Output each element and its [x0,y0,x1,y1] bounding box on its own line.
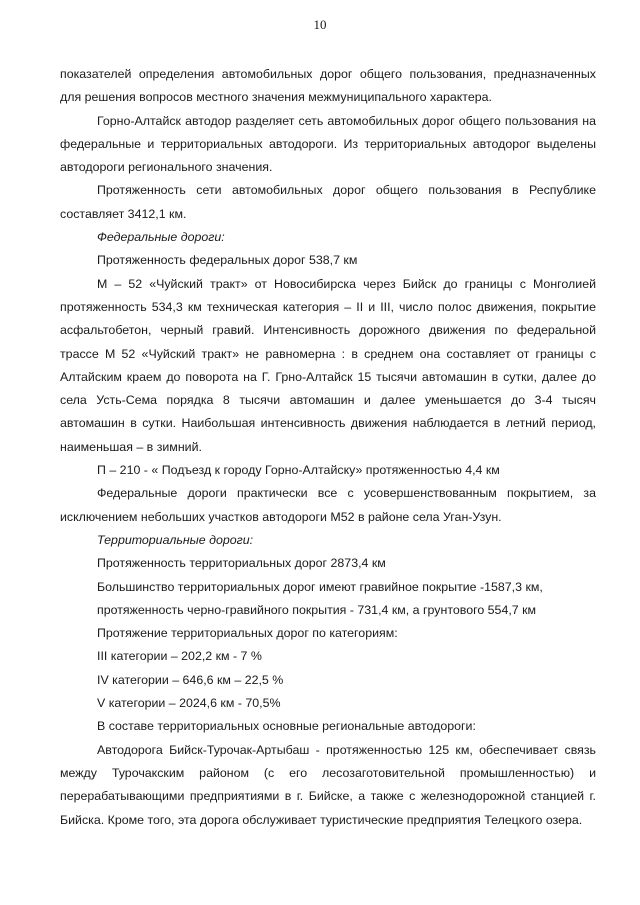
p210-line: П – 210 - « Подъезд к городу Горно-Алтайску» протяженностью 4,4 км [97,463,500,478]
category-iii-line: III категории – 202,2 км - 7 % [97,649,262,664]
regional-roads-heading-line: В составе территориальных основные региональные автодороги: [97,719,476,734]
categories-heading-line: Протяжение территориальных дорог по категориям: [97,626,398,641]
paragraph-intro-continuation: показателей определения автомобильных дорог общего пользования, предназначенных для решения вопросов местного значения межмуниципального характера. [60,67,596,105]
heading-territorial-roads: Территориальные дороги: [97,532,254,547]
paragraph-total-length: Протяженность сети автомобильных дорог общего пользования в Республике составляет 3412,1 км. [60,183,596,221]
heading-federal-roads: Федеральные дороги: [97,230,225,245]
page-number: 10 [313,17,327,32]
federal-length-line: Протяженность федеральных дорог 538,7 км [97,253,358,268]
paragraph-biysk-turochak-road: Автодорога Бийск-Турочак-Артыбаш - протяженностью 125 км, обеспечивает связь между Турочакским районом (с его лесозаготовительной промышленностью) и перерабатывающими предприятиями в г. Бийске, а также с железнодорожной станцией г. Бийска. Кроме того, эта дорога обслуживает туристические предприятия Телецкого озера. [60,742,596,827]
paragraph-m52: М – 52 «Чуйский тракт» от Новосибирска через Бийск до границы с Монголией протяженность 534,3 км техническая категория – II и III, число полос движения, покрытие асфальтобетон, черный гравий. Интенсивность дорожного движения по федеральной трассе М 52 «Чуйский тракт» не равномерна : в среднем она составляет от границы с Алтайским краем до поворота на Г. Грно-Алтайск 15 тысячи автомашин в сутки, далее до села Усть-Сема порядка 8 тысячи автомашин и далее уменьшается до 3-4 тысяч автомашин в сутки. Наибольшая интенсивность движения наблюдается в летний период, наименьшая – в зимний. [60,276,596,454]
black-gravel-line: протяженность черно-гравийного покрытия - 731,4 км, а грунтового 554,7 км [97,602,537,617]
document-body [60,63,596,832]
territorial-length-line: Протяженность территориальных дорог 2873,4 км [97,556,386,571]
paragraph-federal-surface: Федеральные дороги практически все с усовершенствованным покрытием, за исключением небольших участков автодороги М52 в районе села Уган-Узун. [60,486,596,524]
category-v-line: V категории – 2024,6 км - 70,5% [97,696,281,711]
category-iv-line: IV категории – 646,6 км – 22,5 % [97,672,284,687]
gravel-coverage-line: Большинство территориальных дорог имеют гравийное покрытие -1587,3 км, [97,579,543,594]
paragraph-road-network: Горно-Алтайск автодор разделяет сеть автомобильных дорог общего пользования на федеральные и территориальных автодороги. Из территориальных автодорог выделены автодороги регионального значения. [60,113,596,175]
